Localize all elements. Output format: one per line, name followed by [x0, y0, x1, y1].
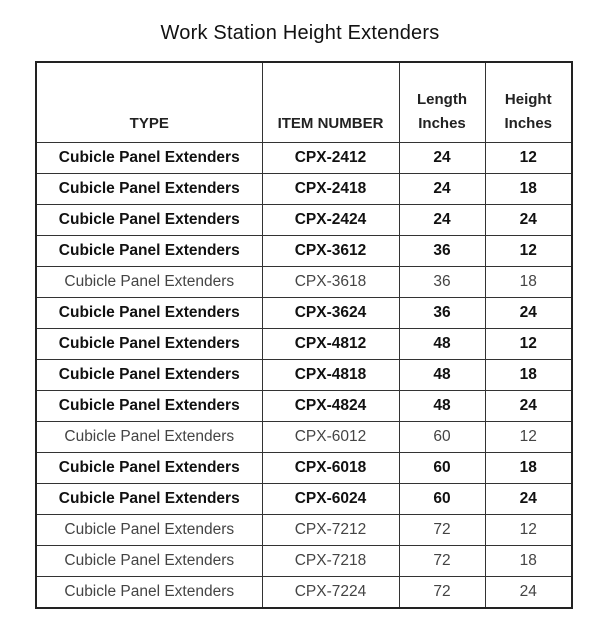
header-item-number: [262, 62, 399, 143]
cell-item-number: CPX-4818: [262, 360, 399, 391]
cell-type: Cubicle Panel Extenders: [36, 329, 262, 360]
header-row: [36, 62, 572, 143]
header-length-line1: Length: [417, 91, 467, 108]
cell-height: 24: [485, 298, 572, 329]
cell-length: 60: [399, 453, 485, 484]
table-row: [36, 143, 572, 174]
cell-height: 24: [485, 484, 572, 515]
cell-item-number: CPX-7212: [262, 515, 399, 546]
cell-height: 24: [485, 205, 572, 236]
cell-type: Cubicle Panel Extenders: [36, 360, 262, 391]
cell-type: Cubicle Panel Extenders: [36, 515, 262, 546]
cell-height: 24: [485, 391, 572, 422]
table-row: [36, 360, 572, 391]
header-type: [36, 62, 262, 143]
cell-length: 24: [399, 205, 485, 236]
cell-length: 60: [399, 484, 485, 515]
table-row: [36, 205, 572, 236]
cell-item-number: CPX-7218: [262, 546, 399, 577]
table-row: [36, 267, 572, 298]
table-row: [36, 453, 572, 484]
cell-item-number: CPX-2418: [262, 174, 399, 205]
cell-item-number: CPX-7224: [262, 577, 399, 609]
header-height-line2: Inches: [504, 115, 553, 132]
cell-height: 18: [485, 453, 572, 484]
cell-item-number: CPX-6024: [262, 484, 399, 515]
cell-item-number: CPX-2412: [262, 143, 399, 174]
cell-item-number: CPX-2424: [262, 205, 399, 236]
table-row: [36, 174, 572, 205]
cell-type: Cubicle Panel Extenders: [36, 453, 262, 484]
cell-type: Cubicle Panel Extenders: [36, 298, 262, 329]
table-row: [36, 391, 572, 422]
extenders-table: [35, 61, 573, 609]
table-row: [36, 236, 572, 267]
cell-length: 48: [399, 360, 485, 391]
cell-length: 72: [399, 515, 485, 546]
table-row: [36, 329, 572, 360]
cell-height: 18: [485, 546, 572, 577]
cell-length: 48: [399, 329, 485, 360]
cell-height: 12: [485, 515, 572, 546]
cell-length: 72: [399, 546, 485, 577]
cell-height: 24: [485, 577, 572, 609]
header-length: [399, 62, 485, 143]
cell-type: Cubicle Panel Extenders: [36, 391, 262, 422]
cell-height: 18: [485, 267, 572, 298]
table-row: [36, 298, 572, 329]
page-title: Work Station Height Extenders: [160, 22, 440, 44]
cell-height: 12: [485, 422, 572, 453]
cell-length: 36: [399, 236, 485, 267]
cell-item-number: CPX-6012: [262, 422, 399, 453]
header-length-line2: Inches: [418, 115, 466, 132]
cell-type: Cubicle Panel Extenders: [36, 577, 262, 609]
header-height-line1: Height: [504, 91, 552, 108]
table-header: [36, 62, 572, 143]
cell-type: Cubicle Panel Extenders: [36, 422, 262, 453]
table-row: [36, 577, 572, 609]
cell-type: Cubicle Panel Extenders: [36, 174, 262, 205]
cell-type: Cubicle Panel Extenders: [36, 205, 262, 236]
cell-item-number: CPX-3624: [262, 298, 399, 329]
table-row: [36, 515, 572, 546]
cell-height: 18: [485, 174, 572, 205]
header-type-label: TYPE: [129, 115, 169, 132]
cell-type: Cubicle Panel Extenders: [36, 267, 262, 298]
table-body: [36, 143, 572, 609]
cell-length: 36: [399, 298, 485, 329]
cell-type: Cubicle Panel Extenders: [36, 546, 262, 577]
cell-height: 12: [485, 329, 572, 360]
cell-length: 72: [399, 577, 485, 609]
cell-length: 48: [399, 391, 485, 422]
cell-item-number: CPX-3618: [262, 267, 399, 298]
cell-item-number: CPX-3612: [262, 236, 399, 267]
table-row: [36, 484, 572, 515]
cell-type: Cubicle Panel Extenders: [36, 143, 262, 174]
table-row: [36, 546, 572, 577]
header-item-number-label: ITEM NUMBER: [277, 115, 384, 132]
cell-length: 36: [399, 267, 485, 298]
cell-item-number: CPX-4812: [262, 329, 399, 360]
cell-length: 24: [399, 174, 485, 205]
cell-length: 24: [399, 143, 485, 174]
cell-height: 12: [485, 143, 572, 174]
cell-type: Cubicle Panel Extenders: [36, 236, 262, 267]
cell-height: 18: [485, 360, 572, 391]
header-height: [485, 62, 572, 143]
table-row: [36, 422, 572, 453]
cell-height: 12: [485, 236, 572, 267]
cell-item-number: CPX-6018: [262, 453, 399, 484]
cell-type: Cubicle Panel Extenders: [36, 484, 262, 515]
cell-length: 60: [399, 422, 485, 453]
cell-item-number: CPX-4824: [262, 391, 399, 422]
